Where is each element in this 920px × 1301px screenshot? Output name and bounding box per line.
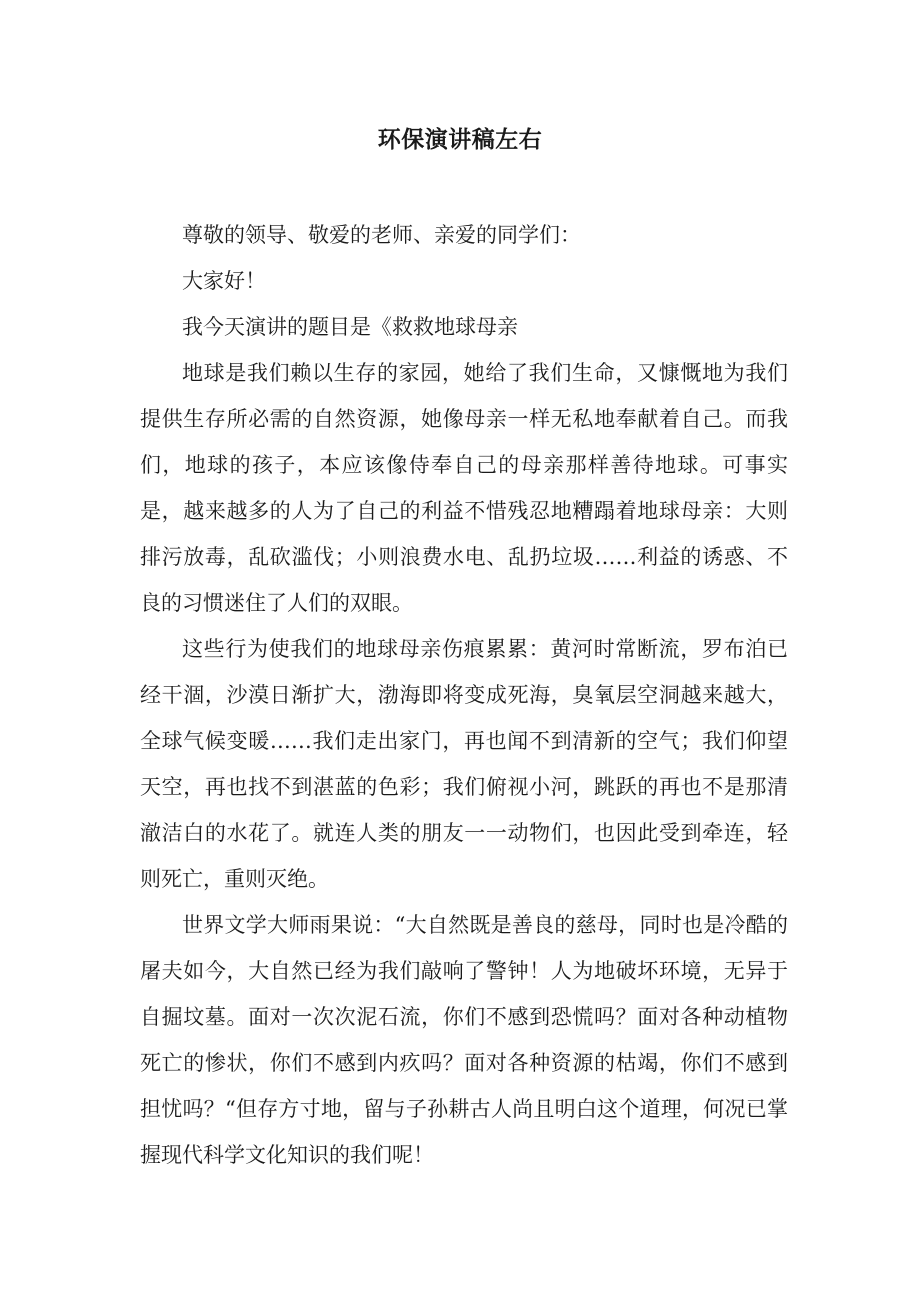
body-paragraph: 地球是我们赖以生存的家园，她给了我们生命，又慷慨地为我们提供生存所必需的自然资源，她像母亲一样无私地奉献着自己。而我们，地球的孩子，本应该像侍奉自己的母亲那样善待地球。可事实是，越来越多的人为了自己的利益不惜残忍地糟蹋着地球母亲：大则排污放毒，乱砍滥伐；小则浪费水电、乱扔垃圾……利益的诱惑、不良的习惯迷住了人们的双眼。 [140,361,788,615]
document-title: 环保演讲稿左右 [377,127,543,153]
body-paragraph: 这些行为使我们的地球母亲伤痕累累：黄河时常断流，罗布泊已经干涸，沙漠日渐扩大，渤海即将变成死海，臭氧层空洞越来越大，全球气候变暖……我们走出家门，再也闻不到清新的空气；我们仰望天空，再也找不到湛蓝的色彩；我们俯视小河，跳跃的再也不是那清澈洁白的水花了。就连人类的朋友一一动物们，也因此受到牵连，轻则死亡，重则灭绝。 [140,637,788,891]
body-paragraph: 世界文学大师雨果说：“大自然既是善良的慈母，同时也是冷酷的屠夫如今，大自然已经为我们敲响了警钟！人为地破坏环境，无异于自掘坟墓。面对一次次泥石流，你们不感到恐慌吗？面对各种动植物死亡的惨状，你们不感到内疚吗？面对各种资源的枯竭，你们不感到担忧吗？“但存方寸地，留与子孙耕古人尚且明白这个道理，何况已掌握现代科学文化知识的我们呢！ [140,913,788,1167]
greeting-paragraph: 大家好！ [182,269,266,293]
topic-paragraph: 我今天演讲的题目是《救救地球母亲 [182,315,518,339]
salutation-paragraph: 尊敬的领导、敬爱的老师、亲爱的同学们： [182,223,581,247]
document-body [140,212,788,1178]
